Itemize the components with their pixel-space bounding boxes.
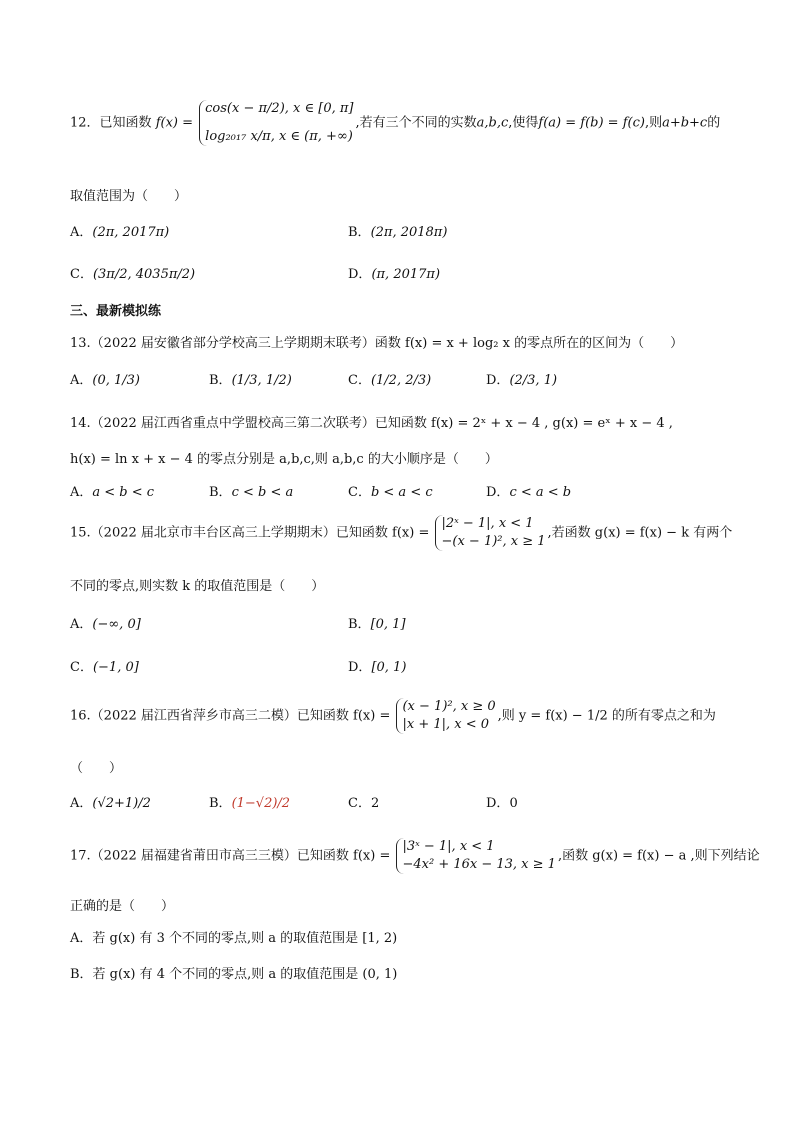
q15-option-b[interactable]: B．[0, 1] <box>348 617 406 632</box>
q14-option-d[interactable]: D．c < a < b <box>486 485 572 500</box>
section-heading: 三、最新模拟练 <box>70 303 162 318</box>
q16-suffix: ,则 y = f(x) − 1/2 的所有零点之和为 <box>497 708 716 724</box>
q12-cond: f(a) = f(b) = f(c) <box>538 115 645 131</box>
q13-option-d[interactable]: D．(2/3, 1) <box>486 373 558 388</box>
q16-piece1: (x − 1)², x ≥ 0 <box>402 699 496 714</box>
q17-piece2: −4x² + 16x − 13, x ≥ 1 <box>402 857 556 872</box>
q17-piecewise <box>396 838 555 874</box>
q16-option-b[interactable]: B．(1−√2)/2 <box>209 796 291 811</box>
q15-option-d[interactable]: D．[0, 1) <box>348 660 407 675</box>
q14-line1: 14.（2022 届江西省重点中学盟校高三第二次联考）已知函数 f(x) = 2ˣ + x − 4 , g(x) = eˣ + x − 4 , <box>70 416 673 431</box>
q12-stem-a: 已知函数 <box>99 115 152 131</box>
q12-stem-e: 的 <box>707 115 721 131</box>
q16-line2: （ ） <box>70 761 123 776</box>
q15-piece2: −(x − 1)², x ≥ 1 <box>441 534 546 549</box>
q16-option-c[interactable]: C．2 <box>348 796 380 811</box>
q14-option-a[interactable]: A．a < b < c <box>70 485 155 500</box>
q12-piecewise <box>199 100 353 146</box>
q15-prefix: 15.（2022 届北京市丰台区高三上学期期末）已知函数 f(x) = <box>70 525 430 541</box>
q12-stem-b: ,若有三个不同的实数 <box>355 115 477 131</box>
q12-line2: 取值范围为（ ） <box>70 189 188 204</box>
q15-stem <box>70 515 732 551</box>
q12-piece2: log₂₀₁₇ x/π, x ∈ (π, +∞) <box>205 129 353 144</box>
q12-expr: a+b+c <box>662 115 708 131</box>
q17-stem <box>70 838 760 874</box>
q14-option-c[interactable]: C．b < a < c <box>348 485 433 500</box>
q16-option-a[interactable]: A．(√2+1)/2 <box>70 796 151 811</box>
q17-suffix: ,函数 g(x) = f(x) − a ,则下列结论 <box>557 848 760 864</box>
q17-line2: 正确的是（ ） <box>70 899 175 914</box>
q12-stem-d: ,则 <box>644 115 663 131</box>
q17-piece1: |3ˣ − 1|, x < 1 <box>402 839 495 854</box>
q14-line2: h(x) = ln x + x − 4 的零点分别是 a,b,c,则 a,b,c 的大小顺序是（ ） <box>70 452 498 467</box>
q16-piece2: |x + 1|, x < 0 <box>402 717 490 732</box>
q15-suffix: ,若函数 g(x) = f(x) − k 有两个 <box>547 525 733 541</box>
q12-option-c[interactable]: C．(3π/2, 4035π/2) <box>70 267 196 282</box>
q12-number: 12． <box>70 115 100 131</box>
q15-piecewise <box>435 515 545 551</box>
q17-prefix: 17.（2022 届福建省莆田市高三三模）已知函数 f(x) = <box>70 848 391 864</box>
q15-option-a[interactable]: A．(−∞, 0] <box>70 617 141 632</box>
q12-stem <box>70 100 720 146</box>
q12-piece1: cos(x − π/2), x ∈ [0, π] <box>205 101 354 116</box>
q14-option-b[interactable]: B．c < b < a <box>209 485 294 500</box>
q17-option-a[interactable]: A．若 g(x) 有 3 个不同的零点,则 a 的取值范围是 [1, 2) <box>70 931 398 946</box>
q12-option-a[interactable]: A．(2π, 2017π) <box>70 225 170 240</box>
q12-stem-c: ,使得 <box>508 115 539 131</box>
q13-option-c[interactable]: C．(1/2, 2/3) <box>348 373 432 388</box>
q13-option-a[interactable]: A．(0, 1/3) <box>70 373 140 388</box>
q12-option-b[interactable]: B．(2π, 2018π) <box>348 225 448 240</box>
q15-option-c[interactable]: C．(−1, 0] <box>70 660 139 675</box>
q12-vars: a,b,c <box>476 115 509 131</box>
q16-piecewise <box>396 698 495 734</box>
q12-option-d[interactable]: D．(π, 2017π) <box>348 267 441 282</box>
q13-stem: 13.（2022 届安徽省部分学校高三上学期期末联考）函数 f(x) = x + log₂ x 的零点所在的区间为（ ） <box>70 336 684 351</box>
q16-option-d[interactable]: D．0 <box>486 796 518 811</box>
q12-fx: f(x) = <box>155 115 194 131</box>
q16-stem <box>70 698 716 734</box>
q13-option-b[interactable]: B．(1/3, 1/2) <box>209 373 292 388</box>
q16-prefix: 16.（2022 届江西省萍乡市高三二模）已知函数 f(x) = <box>70 708 391 724</box>
q17-option-b[interactable]: B．若 g(x) 有 4 个不同的零点,则 a 的取值范围是 (0, 1) <box>70 967 398 982</box>
q15-piece1: |2ˣ − 1|, x < 1 <box>441 516 534 531</box>
q15-line2: 不同的零点,则实数 k 的取值范围是（ ） <box>70 579 325 594</box>
